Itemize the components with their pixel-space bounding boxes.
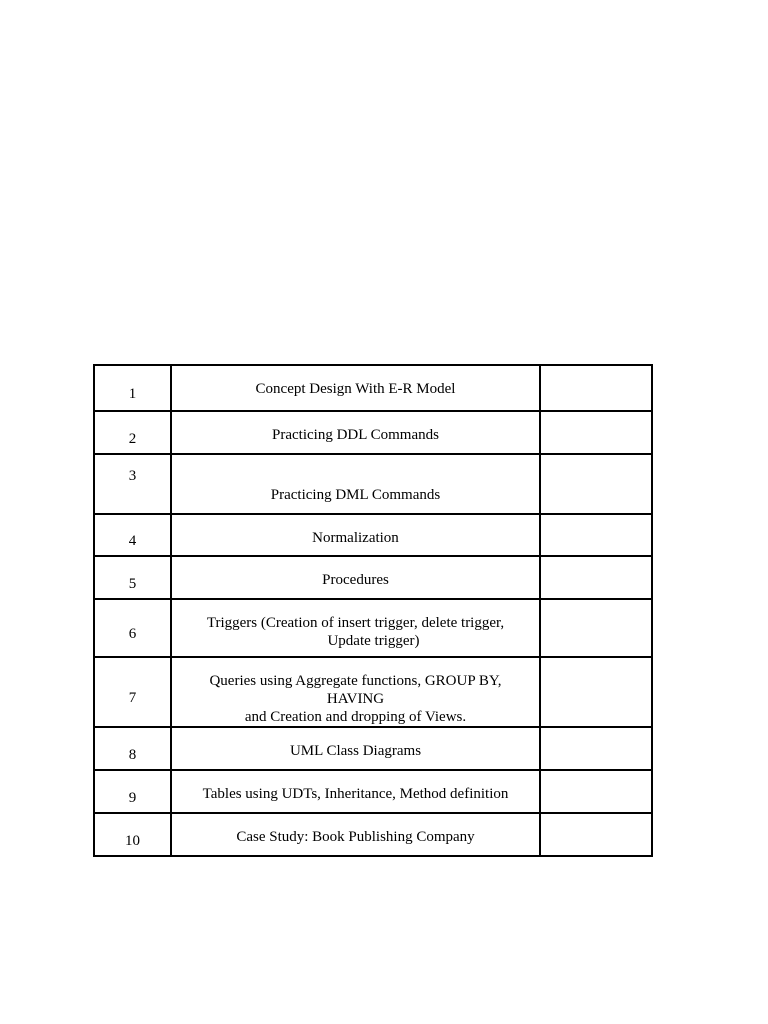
- row-title-line: Normalization: [312, 530, 399, 546]
- row-title-cell: [171, 770, 540, 813]
- row-title-line: Triggers (Creation of insert trigger, delete trigger,: [206, 615, 505, 631]
- row-title-cell: [171, 365, 540, 411]
- row-number-cell: 4: [94, 514, 171, 556]
- row-number-cell: 9: [94, 770, 171, 813]
- row-number-cell: 1: [94, 365, 171, 411]
- table-row: [94, 813, 652, 856]
- row-title-line: Case Study: Book Publishing Company: [236, 829, 475, 845]
- row-title-cell: [171, 599, 540, 657]
- row-number-cell: 2: [94, 411, 171, 454]
- row-title-line: Update trigger): [327, 633, 420, 649]
- row-extra-cell: [540, 454, 652, 514]
- table-row: [94, 454, 652, 514]
- row-number-cell: 3: [94, 454, 171, 514]
- row-title-line: Practicing DDL Commands: [272, 427, 439, 443]
- row-title-cell: [171, 514, 540, 556]
- row-number-cell: 7: [94, 657, 171, 727]
- table-row: [94, 514, 652, 556]
- row-title-cell: [171, 556, 540, 599]
- table-row: [94, 770, 652, 813]
- row-title-line: UML Class Diagrams: [289, 743, 422, 759]
- row-extra-cell: [540, 514, 652, 556]
- table-row: [94, 411, 652, 454]
- row-title-line: Practicing DML Commands: [270, 487, 441, 503]
- table-row: [94, 365, 652, 411]
- row-extra-cell: [540, 657, 652, 727]
- row-extra-cell: [540, 411, 652, 454]
- row-title-line: HAVING: [326, 691, 385, 707]
- table-row: [94, 599, 652, 657]
- row-title-cell: [171, 454, 540, 514]
- row-extra-cell: [540, 813, 652, 856]
- row-title-line: Queries using Aggregate functions, GROUP BY,: [209, 673, 502, 689]
- row-extra-cell: [540, 365, 652, 411]
- row-title-cell: [171, 657, 540, 727]
- row-extra-cell: [540, 556, 652, 599]
- table-row: [94, 727, 652, 770]
- experiments-table: [93, 364, 653, 857]
- row-number-cell: 5: [94, 556, 171, 599]
- row-title-line: Concept Design With E-R Model: [255, 381, 456, 397]
- row-number-cell: 6: [94, 599, 171, 657]
- row-title-cell: [171, 727, 540, 770]
- row-number-cell: 8: [94, 727, 171, 770]
- row-title-line: and Creation and dropping of Views.: [244, 709, 467, 725]
- row-extra-cell: [540, 727, 652, 770]
- row-extra-cell: [540, 599, 652, 657]
- row-title-cell: [171, 813, 540, 856]
- row-extra-cell: [540, 770, 652, 813]
- row-title-line: Procedures: [322, 572, 389, 588]
- table-row: [94, 556, 652, 599]
- table-row: [94, 657, 652, 727]
- row-title-line: Tables using UDTs, Inheritance, Method definition: [202, 786, 509, 802]
- row-title-cell: [171, 411, 540, 454]
- row-number-cell: 10: [94, 813, 171, 856]
